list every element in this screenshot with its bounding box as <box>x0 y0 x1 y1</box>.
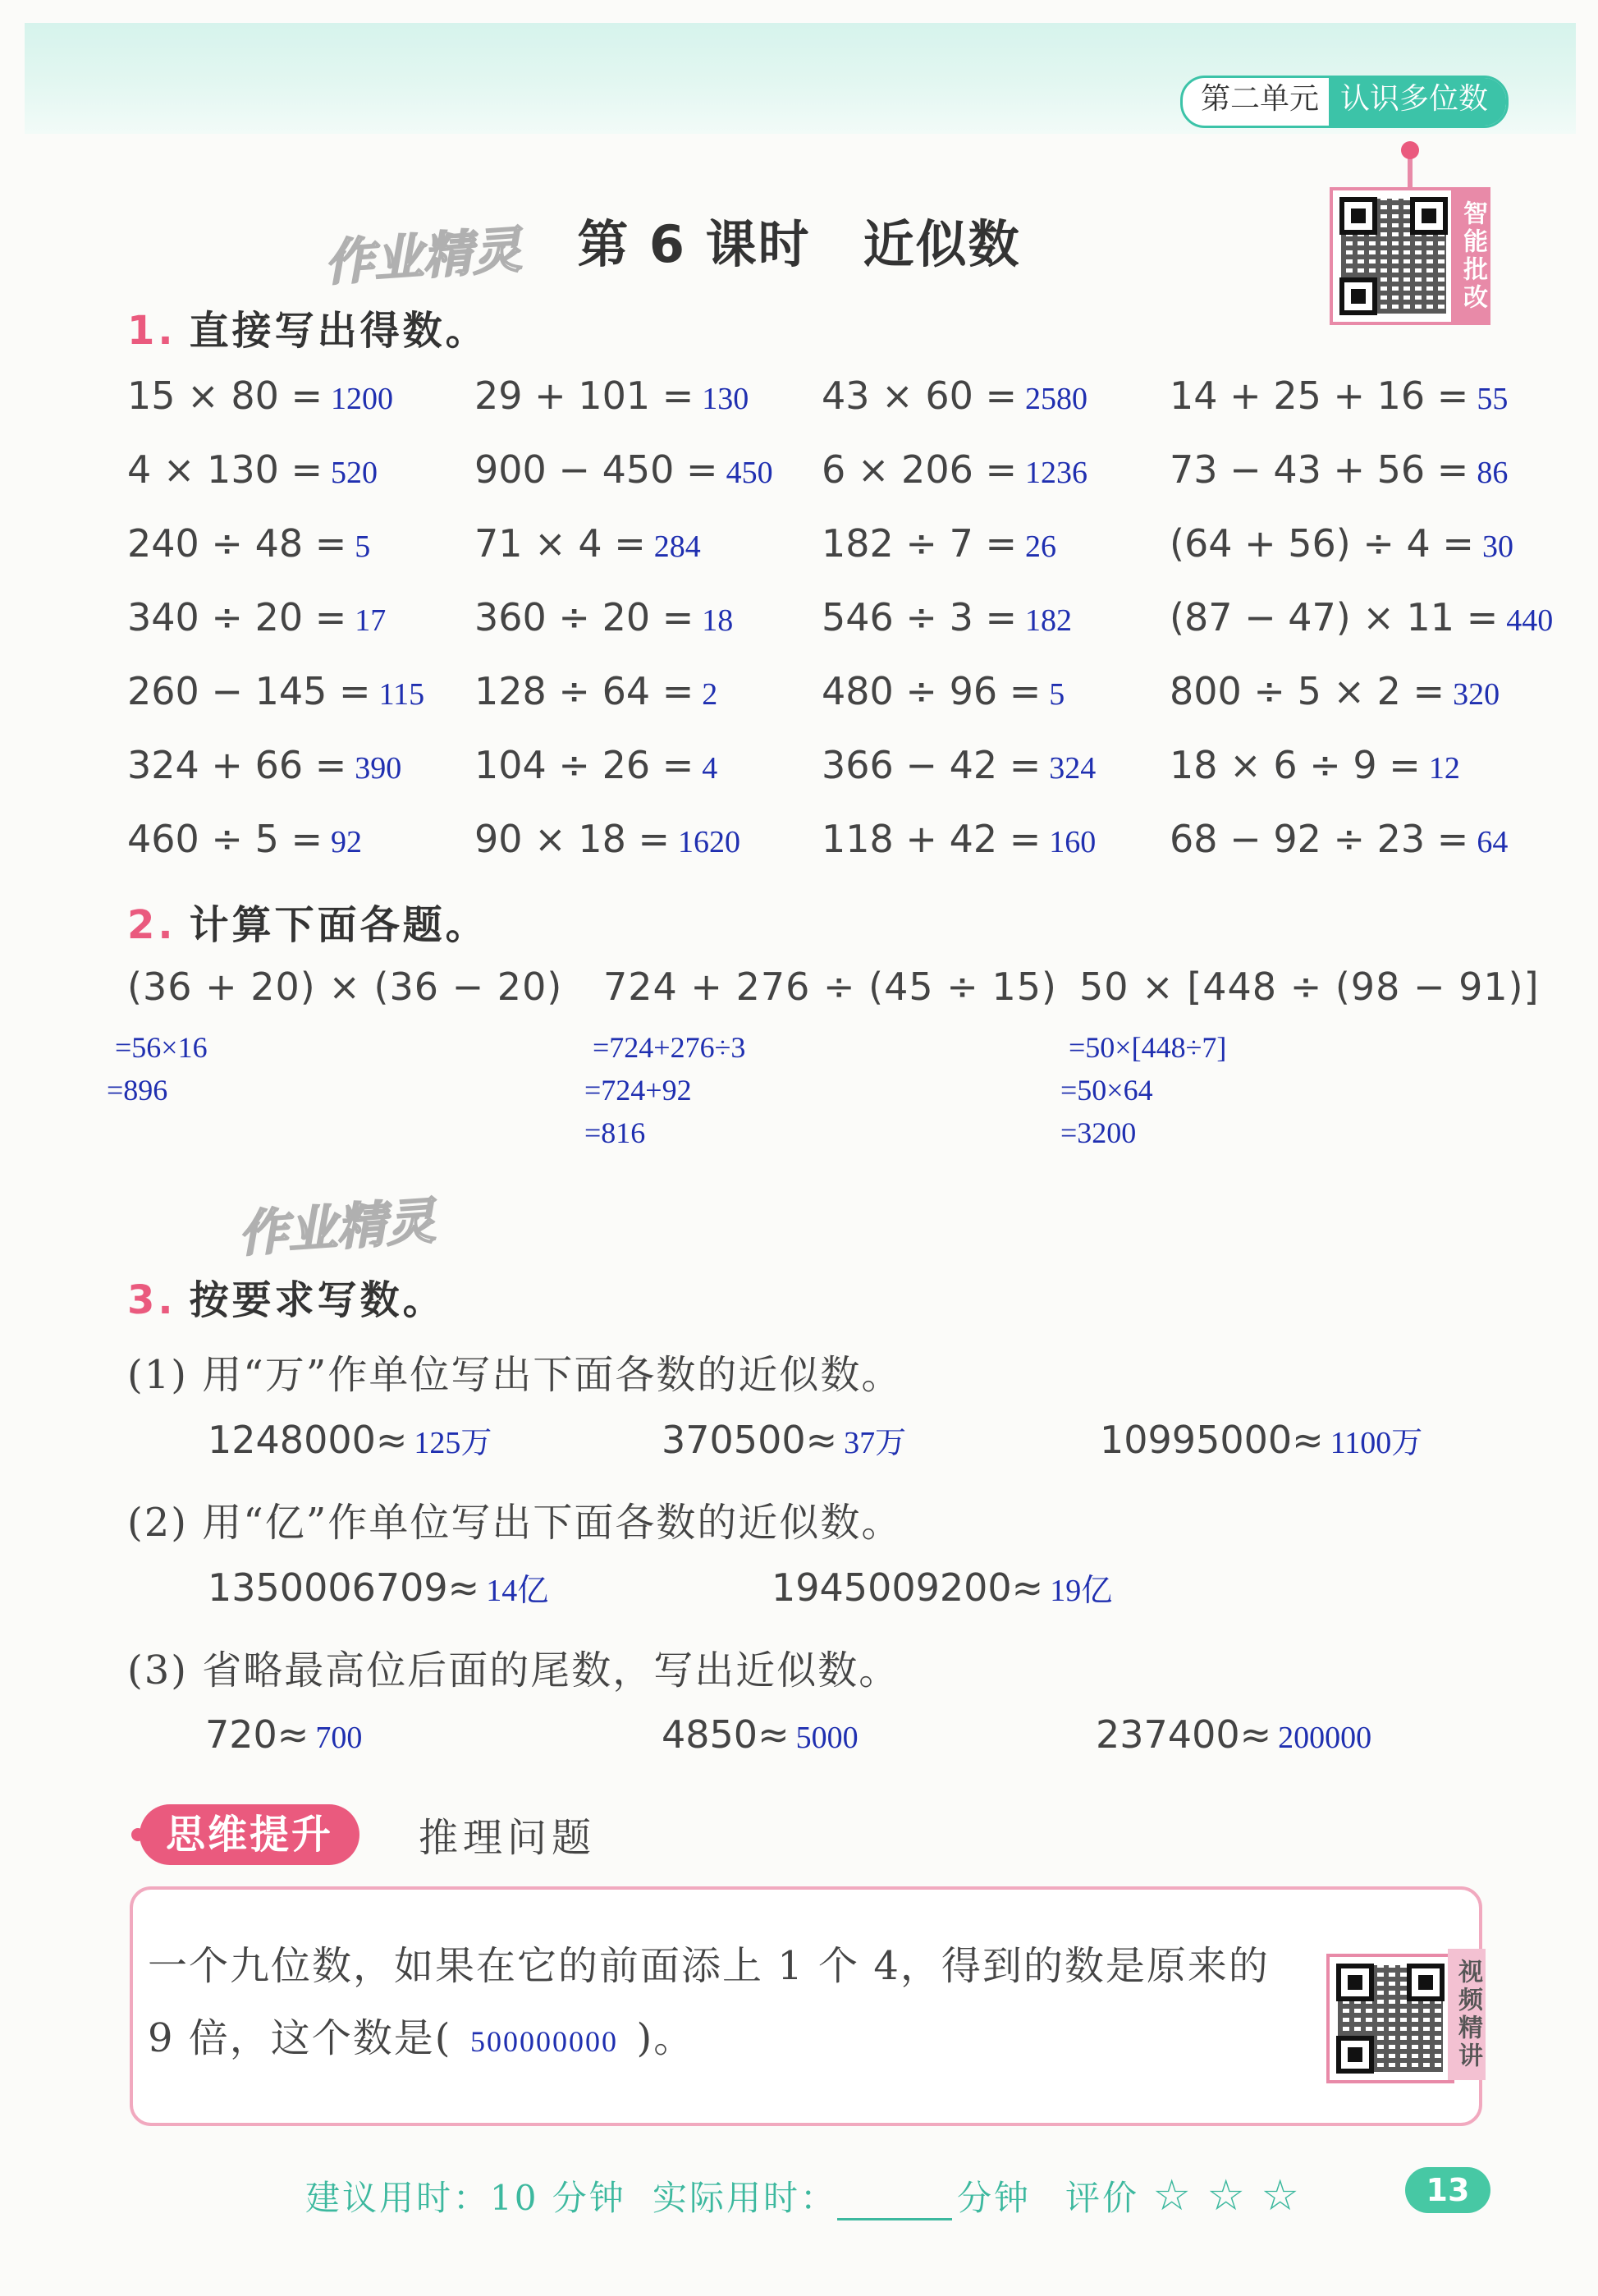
equation <box>822 817 1096 861</box>
equation-question: 182 ÷ 7 = <box>822 521 1018 566</box>
equation-question: 324 + 66 = <box>127 743 347 787</box>
calc-step: =816 <box>584 1116 646 1149</box>
equation-question: 460 ÷ 5 = <box>127 817 323 861</box>
approx-answer: 14亿 <box>486 1574 549 1608</box>
equation-question: 73 − 43 + 56 = <box>1170 447 1469 492</box>
equation-question: 43 × 60 = <box>822 374 1018 418</box>
equation-question: 18 × 6 ÷ 9 = <box>1170 743 1421 787</box>
star-icon[interactable]: ☆ <box>1152 2171 1193 2220</box>
equation-answer: 1620 <box>678 825 741 859</box>
equation-answer: 17 <box>355 603 387 638</box>
equation-question: 260 − 145 = <box>127 669 371 713</box>
equation-answer: 390 <box>355 751 402 786</box>
equation-question: 800 ÷ 5 × 2 = <box>1170 669 1445 713</box>
topic-label: 认识多位数 <box>1329 78 1506 126</box>
equation-answer: 55 <box>1477 382 1509 416</box>
equation-answer: 4 <box>702 751 718 786</box>
equation-answer: 182 <box>1025 603 1073 638</box>
equation-question: (87 − 47) × 11 = <box>1170 595 1499 639</box>
calc-problem: 724 + 276 ÷ (45 ÷ 15) <box>603 965 1057 1009</box>
equation <box>1170 374 1508 418</box>
equation-question: 128 ÷ 64 = <box>474 669 694 713</box>
calc-step: =3200 <box>1060 1116 1137 1149</box>
equation-question: 900 − 450 = <box>474 447 718 492</box>
equation-answer: 18 <box>702 603 734 638</box>
equation-question: 340 ÷ 20 = <box>127 595 347 639</box>
suggested-time: 建议用时：10 分钟 <box>305 2178 626 2218</box>
thinking-line2: 9 倍，这个数是( 500000000 )。 <box>148 2015 695 2061</box>
watermark: 作业精灵 <box>323 221 524 293</box>
equation <box>127 669 424 713</box>
equation-question: 546 ÷ 3 = <box>822 595 1018 639</box>
equation <box>127 374 393 418</box>
unit-label: 第二单元 <box>1201 82 1320 116</box>
qr-hanger-dot <box>1401 141 1419 159</box>
equation-question: 360 ÷ 20 = <box>474 595 694 639</box>
equation <box>822 595 1072 639</box>
approx-item <box>662 1417 906 1462</box>
equation-answer: 160 <box>1049 825 1097 859</box>
approx-item <box>662 1712 859 1757</box>
equation <box>1170 521 1513 566</box>
watermark-2: 作业精灵 <box>236 1192 437 1264</box>
equation <box>474 595 733 639</box>
equation-answer: 115 <box>378 677 425 712</box>
section1-heading: 1. 直接写出得数。 <box>127 308 488 354</box>
equation-question: 240 ÷ 48 = <box>127 521 347 566</box>
equation-question: 480 ÷ 96 = <box>822 669 1042 713</box>
approx-item <box>208 1417 492 1462</box>
equation-answer: 64 <box>1477 825 1509 859</box>
equation <box>474 521 701 566</box>
equation-answer: 2 <box>702 677 718 712</box>
approx-answer: 125万 <box>414 1426 492 1460</box>
equation <box>1170 447 1508 492</box>
calc-step: =896 <box>107 1074 168 1107</box>
equation-answer: 92 <box>331 825 363 859</box>
equation-answer: 5 <box>355 529 371 564</box>
equation <box>127 743 401 787</box>
approx-number: 4850≈ <box>662 1712 790 1757</box>
equation <box>1170 669 1500 713</box>
approx-number: 1350006709≈ <box>208 1565 480 1610</box>
approx-answer: 37万 <box>844 1426 907 1460</box>
equation-answer: 30 <box>1481 529 1513 564</box>
page-number: 13 <box>1405 2167 1490 2213</box>
equation-question: (64 + 56) ÷ 4 = <box>1170 521 1474 566</box>
qr-code-video[interactable] <box>1326 1954 1454 2083</box>
equation-question: 15 × 80 = <box>127 374 323 418</box>
equation <box>822 447 1087 492</box>
equation <box>822 521 1056 566</box>
equation-answer: 86 <box>1477 456 1509 490</box>
equation-answer: 440 <box>1506 603 1554 638</box>
equation-question: 29 + 101 = <box>474 374 694 418</box>
approx-number: 237400≈ <box>1096 1712 1272 1757</box>
approx-item <box>1096 1712 1371 1757</box>
thinking-line1: 一个九位数，如果在它的前面添上 1 个 4，得到的数是原来的 <box>148 1943 1270 1989</box>
equation-question: 90 × 18 = <box>474 817 671 861</box>
calc-step: =50×[448÷7] <box>1069 1031 1227 1064</box>
approx-number: 10995000≈ <box>1100 1418 1324 1462</box>
calc-step: =724+92 <box>584 1074 692 1107</box>
equation-answer: 12 <box>1428 751 1460 786</box>
calc-step: =50×64 <box>1060 1074 1153 1107</box>
approx-number: 1248000≈ <box>208 1418 408 1462</box>
calc-step: =56×16 <box>115 1031 208 1064</box>
equation <box>822 669 1065 713</box>
approx-answer: 19亿 <box>1050 1574 1113 1608</box>
equation-question: 4 × 130 = <box>127 447 323 492</box>
equation-question: 14 + 25 + 16 = <box>1170 374 1469 418</box>
calc-problem: 50 × [448 ÷ (98 − 91)] <box>1079 965 1540 1009</box>
equation-answer: 520 <box>331 456 378 490</box>
equation-answer: 1236 <box>1025 456 1088 490</box>
equation <box>822 374 1087 418</box>
equation <box>474 374 749 418</box>
thinking-answer: 500000000 <box>470 2025 619 2058</box>
unit-tag <box>1180 76 1509 128</box>
equation-question: 104 ÷ 26 = <box>474 743 694 787</box>
equation-answer: 450 <box>726 456 773 490</box>
equation <box>474 743 717 787</box>
calc-step: =724+276÷3 <box>593 1031 746 1064</box>
thinking-topic: 推理问题 <box>419 1815 597 1861</box>
approx-item <box>772 1565 1112 1610</box>
equation-answer: 2580 <box>1025 382 1088 416</box>
equation-question: 366 − 42 = <box>822 743 1042 787</box>
equation <box>474 669 717 713</box>
approx-answer: 700 <box>315 1721 363 1755</box>
actual-time: 实际用时： 分钟 <box>652 2171 1031 2220</box>
equation-answer: 320 <box>1453 677 1500 712</box>
equation-question: 6 × 206 = <box>822 447 1018 492</box>
equation <box>474 447 773 492</box>
page-title: 第 6 课时 近似数 <box>577 214 1021 274</box>
equation-answer: 324 <box>1049 751 1097 786</box>
actual-time-blank[interactable] <box>837 2193 952 2220</box>
sub1-label: (1) 用“万”作单位写出下面各数的近似数。 <box>127 1352 903 1398</box>
approx-number: 370500≈ <box>662 1418 838 1462</box>
equation-answer: 130 <box>702 382 749 416</box>
qr-grading-label: 智能批改 <box>1451 187 1490 325</box>
equation <box>822 743 1096 787</box>
thinking-badge: 思维提升 <box>140 1804 359 1865</box>
equation-answer: 5 <box>1049 677 1065 712</box>
equation <box>474 817 740 861</box>
rating: 评价 ☆ ☆ ☆ <box>1065 2171 1302 2220</box>
equation-answer: 26 <box>1025 529 1057 564</box>
equation <box>1170 743 1460 787</box>
equation-answer: 284 <box>653 529 701 564</box>
equation-answer: 1200 <box>331 382 394 416</box>
approx-answer: 1100万 <box>1330 1426 1423 1460</box>
equation <box>127 521 370 566</box>
approx-answer: 5000 <box>795 1721 859 1755</box>
sub2-label: (2) 用“亿”作单位写出下面各数的近似数。 <box>127 1500 903 1546</box>
qr-video-label: 视频精讲 <box>1448 1949 1486 2080</box>
equation <box>127 447 378 492</box>
equation-question: 118 + 42 = <box>822 817 1042 861</box>
equation-question: 68 − 92 ÷ 23 = <box>1170 817 1469 861</box>
approx-item <box>208 1565 548 1610</box>
calc-problem: (36 + 20) × (36 − 20) <box>127 965 563 1009</box>
equation <box>1170 817 1508 861</box>
approx-answer: 200000 <box>1278 1721 1372 1755</box>
section3-heading: 3. 按要求写数。 <box>127 1277 446 1323</box>
approx-item <box>1100 1417 1422 1462</box>
equation <box>127 595 386 639</box>
star-icon[interactable]: ☆ <box>1261 2171 1302 2220</box>
approx-number: 1945009200≈ <box>772 1565 1044 1610</box>
star-icon[interactable]: ☆ <box>1207 2171 1248 2220</box>
sub3-label: (3) 省略最高位后面的尾数，写出近似数。 <box>127 1648 900 1693</box>
approx-item <box>205 1712 362 1757</box>
equation <box>127 817 362 861</box>
section2-heading: 2. 计算下面各题。 <box>127 902 488 948</box>
equation <box>1170 595 1553 639</box>
equation-question: 71 × 4 = <box>474 521 646 566</box>
approx-number: 720≈ <box>205 1712 309 1757</box>
